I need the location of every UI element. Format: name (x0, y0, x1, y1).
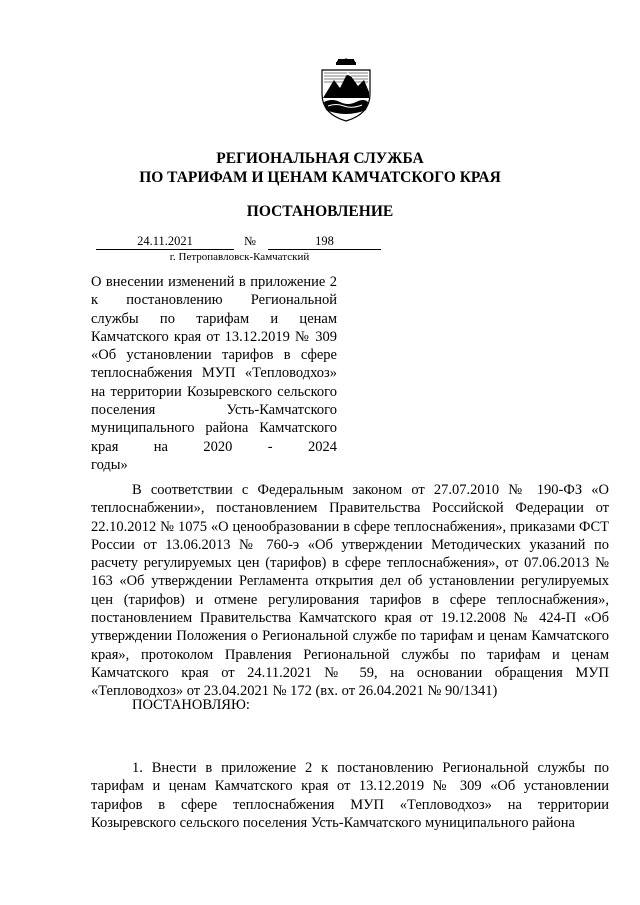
subject-last-word: годы» (91, 456, 128, 473)
clause-1-paragraph: 1. Внести в приложение 2 к постановлению Региональной службы по тарифам и ценам Камчатского края от 13.12.2019 № 309 «Об установлении тарифов в сфере теплоснабжения МУП «Тепловодхоз» на территории Козыревского сельского поселения Усть-Камчатского муниципального района (91, 760, 609, 831)
org-name-line1: РЕГИОНАЛЬНАЯ СЛУЖБА (216, 150, 424, 167)
document-subject (91, 273, 337, 474)
org-name-line2: ПО ТАРИФАМ И ЦЕНАМ КАМЧАТСКОГО КРАЯ (139, 169, 501, 186)
preamble-paragraph: В соответствии с Федеральным законом от 27.07.2010 № 190-ФЗ «О теплоснабжении», постановлением Правительства Российской Федерации от 22.10.2012 № 1075 «О ценообразовании в сфере теплоснабжения», приказами ФСТ России от 13.06.2013 № 760-э «Об утверждении Методических указаний по расчету регулируемых цен (тарифов) в сфере теплоснабжения», от 07.06.2013 № 163 «Об утверждении Регламента открытия дел об установлении регулируемых цен (тарифов) и отмене регулирования тарифов в сфере теплоснабжения», постановлением Правительства Камчатского края от 19.12.2008 № 424-П «Об утверждении Положения о Региональной службе по тарифам и ценам Камчатского края», протоколом Правления Региональной службы по тарифам и ценам Камчатского края от 24.11.2021 № 59, на основании обращения МУП «Тепловодхоз» от 23.04.2021 № 172 (вх. от 26.04.2021 № 90/1341) (91, 482, 609, 700)
number-sign: № (244, 234, 256, 248)
resolve-heading: ПОСТАНОВЛЯЮ: (132, 697, 250, 713)
issue-city: г. Петропавловск-Камчатский (169, 251, 310, 263)
document-number-line (96, 233, 381, 249)
document-number: 198 (268, 233, 381, 250)
document-date: 24.11.2021 (96, 233, 234, 250)
kamchatka-coat-of-arms-icon (318, 58, 374, 122)
document-type-title: ПОСТАНОВЛЕНИЕ (246, 203, 394, 220)
subject-text: О внесении изменений в приложение 2 к постановлению Региональной службы по тарифам и ценам Камчатского края от 13.12.2019 № 309 «Об установлении тарифов в сфере теплоснабжения МУП «Тепловодхоз» на территории Козыревского сельского поселения Усть-Камчатского муниципального района Камчатского края на 2020 - 2024 (91, 274, 337, 455)
